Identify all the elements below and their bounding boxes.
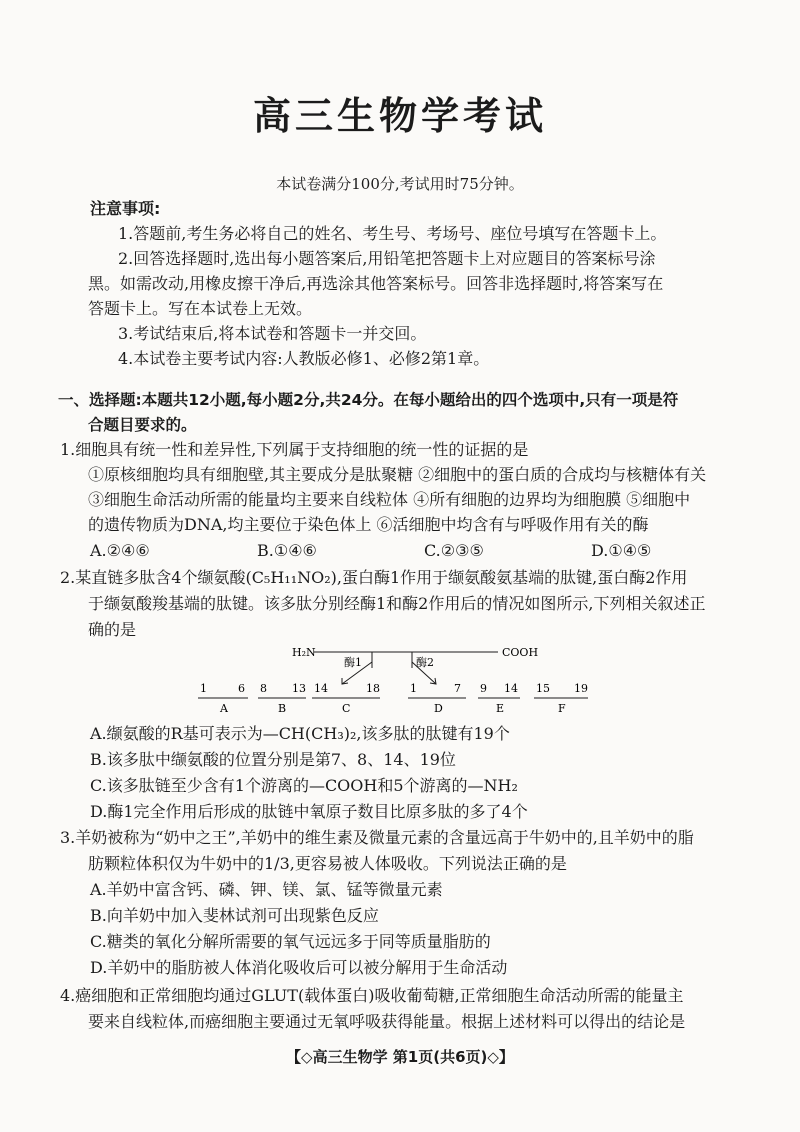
fragment-b-start: 8	[260, 682, 267, 695]
page-title: 高三生物学考试	[252, 94, 547, 138]
fragment-a-start: 1	[200, 682, 207, 695]
fragment-e-end: 14	[504, 682, 518, 695]
fragment-f-label: F	[558, 702, 566, 715]
notice-line: 黑。如需改动,用橡皮擦干净后,再选涂其他答案标号。回答非选择题时,将答案写在	[88, 274, 664, 293]
exam-subtitle: 本试卷满分100分,考试用时75分钟。	[276, 175, 524, 193]
fragment-c-start: 14	[314, 682, 328, 695]
notice-line: 1.答题前,考生务必将自己的姓名、考生号、考场号、座位号填写在答题卡上。	[118, 224, 667, 243]
fragment-b-label: B	[278, 702, 287, 715]
notice-heading: 注意事项:	[90, 199, 161, 218]
fragment-e-label: E	[496, 702, 505, 715]
question-3-option-a: A.羊奶中富含钙、磷、钾、镁、氯、锰等微量元素	[90, 880, 443, 899]
fragment-d-start: 1	[410, 682, 417, 695]
fragment-f-start: 15	[536, 682, 550, 695]
fragment-a-end: 6	[238, 682, 245, 695]
question-3-stem: 3.羊奶被称为“奶中之王”,羊奶中的维生素及微量元素的含量远高于牛奶中的,且羊奶中的脂	[60, 828, 694, 847]
h2n-label: H₂N	[292, 646, 316, 659]
question-4-stem: 要来自线粒体,而癌细胞主要通过无氧呼吸获得能量。根据上述材料可以得出的结论是	[88, 1012, 686, 1031]
notice-line: 3.考试结束后,将本试卷和答题卡一并交回。	[118, 324, 427, 343]
enzyme-2-label: 酶2	[416, 656, 434, 669]
question-2-option-d: D.酶1完全作用后形成的肽链中氧原子数目比原多肽的多了4个	[90, 802, 528, 821]
notice-line: 答题卡上。写在本试卷上无效。	[88, 299, 313, 318]
question-3-option-b: B.向羊奶中加入斐林试剂可出现紫色反应	[90, 906, 379, 925]
question-2-option-b: B.该多肽中缬氨酸的位置分别是第7、8、14、19位	[90, 750, 456, 769]
question-2-stem: 2.某直链多肽含4个缬氨酸(C₅H₁₁NO₂),蛋白酶1作用于缬氨酸氨基端的肽键,蛋白酶2作用	[60, 568, 688, 587]
question-3-option-d: D.羊奶中的脂肪被人体消化吸收后可以被分解用于生命活动	[90, 958, 508, 977]
question-4-stem: 4.癌细胞和正常细胞均通过GLUT(载体蛋白)吸收葡萄糖,正常细胞生命活动所需的能量主	[60, 986, 684, 1005]
enzyme-1-label: 酶1	[344, 656, 362, 669]
peptide-diagram	[190, 640, 610, 720]
question-1-option-c: C.②③⑤	[424, 541, 484, 560]
page-footer: 【◇高三生物学 第1页(共6页)◇】	[286, 1048, 514, 1066]
fragment-f-end: 19	[574, 682, 588, 695]
notice-line: 2.回答选择题时,选出每小题答案后,用铅笔把答题卡上对应题目的答案标号涂	[118, 249, 656, 268]
question-1-stem: 1.细胞具有统一性和差异性,下列属于支持细胞的统一性的证据的是	[60, 440, 529, 459]
fragment-d-end: 7	[454, 682, 461, 695]
question-1-stem: 的遗传物质为DNA,均主要位于染色体上 ⑥活细胞中均含有与呼吸作用有关的酶	[88, 515, 649, 534]
question-2-option-a: A.缬氨酸的R基可表示为—CH(CH₃)₂,该多肽的肽键有19个	[90, 724, 510, 743]
fragment-c-end: 18	[366, 682, 380, 695]
notice-line: 4.本试卷主要考试内容:人教版必修1、必修2第1章。	[118, 349, 490, 368]
question-3-stem: 肪颗粒体积仅为牛奶中的1/3,更容易被人体吸收。下列说法正确的是	[88, 854, 567, 873]
fragment-b-end: 13	[292, 682, 306, 695]
question-2-stem: 于缬氨酸羧基端的肽键。该多肽分别经酶1和酶2作用后的情况如图所示,下列相关叙述正	[88, 594, 706, 613]
fragment-e-start: 9	[480, 682, 487, 695]
question-1-option-a: A.②④⑥	[90, 541, 150, 560]
question-1-option-d: D.①④⑤	[591, 541, 652, 560]
question-1-stem: ③细胞生命活动所需的能量均主要来自线粒体 ④所有细胞的边界均为细胞膜 ⑤细胞中	[88, 490, 691, 509]
question-3-option-c: C.糖类的氧化分解所需要的氧气远远多于同等质量脂肪的	[90, 932, 491, 951]
fragment-a-label: A	[220, 702, 228, 715]
question-1-option-b: B.①④⑥	[257, 541, 317, 560]
fragment-d-label: D	[434, 702, 443, 715]
question-1-stem: ①原核细胞均具有细胞壁,其主要成分是肽聚糖 ②细胞中的蛋白质的合成均与核糖体有关	[88, 465, 707, 484]
section-heading: 合题目要求的。	[88, 416, 197, 434]
cooh-label: COOH	[502, 646, 539, 659]
question-2-option-c: C.该多肽链至少含有1个游离的—COOH和5个游离的—NH₂	[90, 776, 518, 795]
section-heading: 一、选择题:本题共12小题,每小题2分,共24分。在每小题给出的四个选项中,只有一项是符	[58, 391, 679, 409]
question-2-stem: 确的是	[88, 620, 137, 639]
fragment-c-label: C	[342, 702, 351, 715]
